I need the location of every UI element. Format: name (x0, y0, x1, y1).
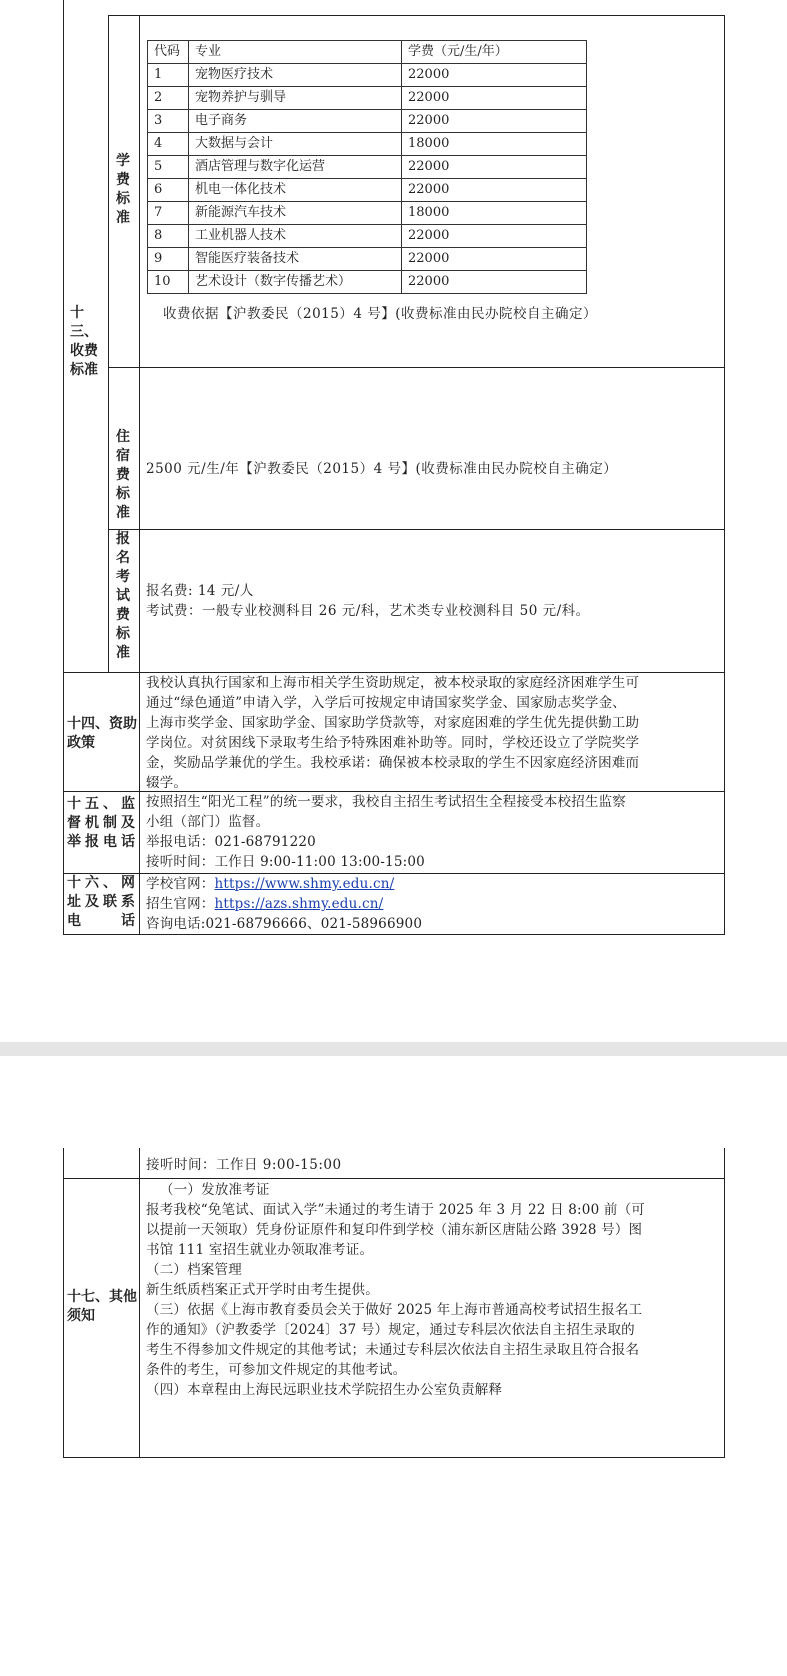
tuition-note: 收费依据【沪教委民（2015）4 号】(收费标准由民办院校自主确定） (163, 306, 598, 322)
header-fee: 学费（元/生/年） (402, 41, 587, 64)
table-row: 5 酒店管理与数字化运营 22000 (148, 156, 587, 179)
section-17-text: （一）发放准考证 报考我校“免笔试、面试入学”未通过的考生请于 2025 年 3 月 22 日 8:00 前（可 以提前一天领取）凭身份证原件和复印件到学校（浦东新区唐陆公路 3928 号）图 书馆 111 室招生就业办领取准考证。 （二）档案管理 新生纸质档案正式开学时由考生提供。 （三）依据《上海市教育委员会关于做好 2025 年上海市普通高校考试招生报名工 作的通知》（沪教委学〔2024〕37 号）规定，通过专科层次依法自主招生录取的 考生不得参加文件规定的其他考试；未通过专科层次依法自主招生录取且符合报名 条件的考生，可参加文件规定的其他考试。 （四）本章程由上海民远职业技术学院招生办公室负责解释 (146, 1182, 645, 1398)
table-border-bottom (63, 934, 725, 935)
document-page-2 (0, 1056, 787, 1676)
section-14-text: 我校认真执行国家和上海市相关学生资助规定，被本校录取的家庭经济困难学生可 通过“绿色通道”申请入学，入学后可按规定申请国家奖学金、国家励志奖学金、 上海市奖学金、国家助学金、国家助学贷款等，对家庭困难的学生优先提供勤工助 学岗位。对贫困线下录取考生给予特殊困难补助等。同时，学校还设立了学院奖学 金，奖励品学兼优的学生。我校承诺：确保被本校录取的学生不因家庭经济困难而 辍学。 (146, 675, 640, 791)
table-border-left (63, 0, 64, 935)
exam-fee-label: 报名考试费标准 (116, 531, 130, 661)
housing-label: 住宿费标准 (116, 429, 130, 521)
section-16-text: 学校官网：https://www.shmy.edu.cn/ 招生官网：https://azs.shmy.edu.cn/ 咨询电话:021-68796666、021-58966900 (146, 874, 722, 934)
section-14-label: 十四、资助政策 (67, 716, 137, 751)
section-15-label: 十五、监督机制及举报电话 (67, 796, 135, 850)
section-15-text: 按照招生“阳光工程”的统一要求，我校自主招生考试招生全程接受本校招生监察 小组（部门）监督。 举报电话：021-68791220 接听时间：工作日 9:00-11:00 13:00-15:00 (146, 794, 627, 870)
section-16-label: 十六、网址及联系电话 (67, 875, 135, 929)
sub-divider-1 (108, 367, 725, 368)
section-17-label: 十七、其他须知 (67, 1289, 137, 1324)
table-row: 9 智能医疗装备技术 22000 (148, 248, 587, 271)
table-border-right (724, 15, 725, 935)
carry-over-line: 接听时间：工作日 9:00-15:00 (146, 1157, 342, 1173)
exam-fee-line-1: 报名费: 14 元/人 (146, 583, 254, 599)
table-row: 4 大数据与会计 18000 (148, 133, 587, 156)
table-header-row (148, 41, 587, 64)
table-row: 1 宠物医疗技术 22000 (148, 64, 587, 87)
p2-row-divider (63, 1178, 725, 1179)
p2-border-right (724, 1148, 725, 1458)
table-row: 3 电子商务 22000 (148, 110, 587, 133)
sub-top (108, 15, 725, 16)
table-row: 10 艺术设计（数字传播艺术） 22000 (148, 271, 587, 294)
exam-fee-line-2: 考试费：一般专业校测科目 26 元/科，艺术类专业校测科目 50 元/科。 (146, 603, 590, 619)
school-website-link[interactable]: https://www.shmy.edu.cn/ (214, 876, 395, 892)
table-row: 7 新能源汽车技术 18000 (148, 202, 587, 225)
table-row: 2 宠物养护与驯导 22000 (148, 87, 587, 110)
sub-col-left (108, 15, 109, 672)
table-row: 8 工业机器人技术 22000 (148, 225, 587, 248)
tuition-table (147, 40, 587, 294)
header-major: 专业 (189, 41, 402, 64)
table-row: 6 机电一体化技术 22000 (148, 179, 587, 202)
housing-text: 2500 元/生/年【沪教委民（2015）4 号】(收费标准由民办院校自主确定） (146, 461, 618, 477)
admission-website-link[interactable]: https://azs.shmy.edu.cn/ (214, 896, 384, 912)
section-13-label: 十三、收费标准 (70, 305, 98, 378)
consult-phone: 咨询电话:021-68796666、021-58966900 (146, 916, 423, 932)
p2-border-bottom (63, 1457, 725, 1458)
p2-col-divider (139, 1148, 140, 1458)
header-code: 代码 (148, 41, 189, 64)
sub-col-right (139, 15, 140, 935)
page-separator (0, 1042, 787, 1056)
p2-border-left (63, 1148, 64, 1458)
tuition-label: 学费标准 (116, 153, 130, 226)
sub-divider-2 (108, 529, 725, 530)
